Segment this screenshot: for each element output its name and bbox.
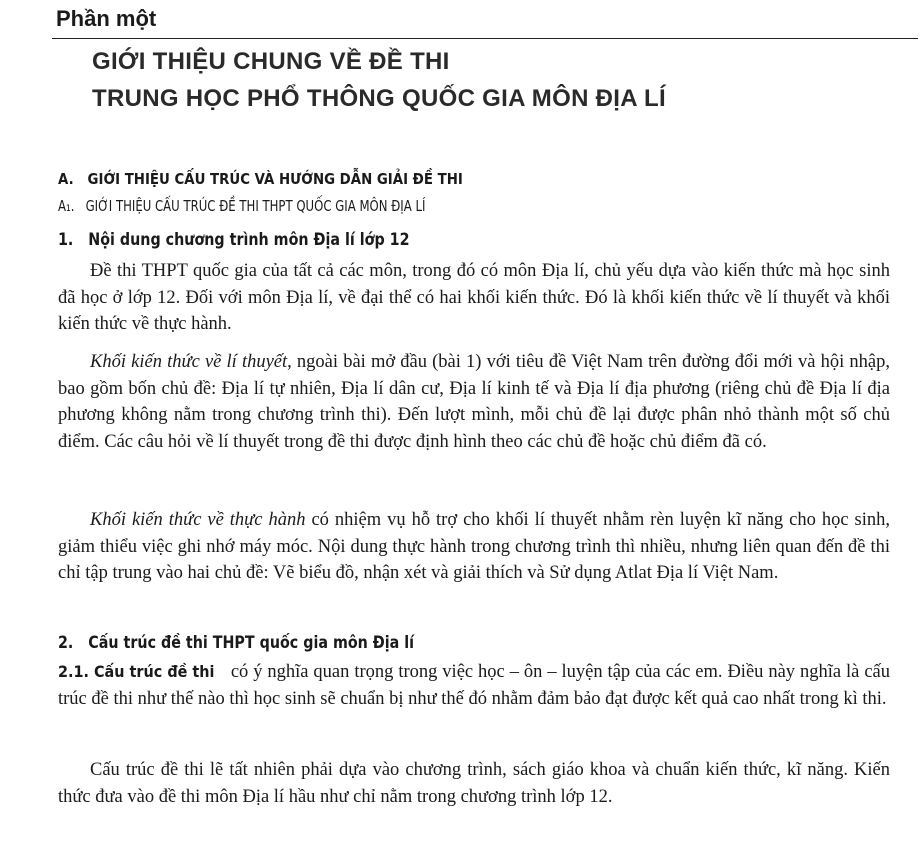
heading-1: 1. Nội dung chương trình môn Địa lí lớp 12 xyxy=(58,230,410,250)
paragraph-5: Cấu trúc đề thi lẽ tất nhiên phải dựa vào chương trình, sách giáo khoa và chuẩn kiến thức, kĩ năng. Kiến thức đưa vào đề thi môn Địa lí hầu như chỉ nằm trong chương trình lớp 12. xyxy=(58,760,890,807)
paragraph-2 xyxy=(58,349,890,455)
paragraph-2-body: , ngoài bài mở đầu (bài 1) với tiêu đề Việt Nam trên đường đổi mới và hội nhập, bao gồm bốn chủ đề: Địa lí tự nhiên, Địa lí dân cư, Địa lí kinh tế và Địa lí địa phương (riêng chủ đề Địa lí địa phương không nằm trong chương trình thi). Đến lượt mình, mỗi chủ đề lại được phân nhỏ thành một số chủ điểm. Các câu hỏi về lí thuyết trong đề thi được định hình theo các chủ đề hoặc chủ điểm đã có. xyxy=(58,352,890,452)
paragraph-3-body: có nhiệm vụ hỗ trợ cho khối lí thuyết nhằm rèn luyện kĩ năng cho học sinh, giảm thiểu việc ghi nhớ máy móc. Nội dung thực hành trong chương trình thì nhiều, nhưng liên quan đến đề thi chỉ tập trung vào hai chủ đề: Vẽ biểu đồ, nhận xét và giải thích và Sử dụng Atlat Địa lí Việt Nam. xyxy=(58,510,890,583)
main-title-line-1: GIỚI THIỆU CHUNG VỀ ĐỀ THI xyxy=(92,48,450,75)
paragraph-2-italic-lead: Khối kiến thức về lí thuyết xyxy=(90,352,288,372)
part-title: Phần một xyxy=(56,6,157,31)
paragraph-4-body: có ý nghĩa quan trọng trong việc học – ôn – luyện tập của các em. Điều này nghĩa là cấu trúc đề thi như thế nào thì học sinh sẽ chuẩn bị như thế đó nhằm đảm bảo đạt được kết quả cao nhất trong kì thi. xyxy=(58,662,890,709)
paragraph-3 xyxy=(58,507,890,587)
paragraph-4 xyxy=(58,659,890,712)
paragraph-3-italic-lead: Khối kiến thức về thực hành xyxy=(90,510,306,530)
part-header xyxy=(52,4,918,39)
section-a-heading: A. GIỚI THIỆU CẤU TRÚC VÀ HƯỚNG DẪN GIẢI ĐỀ THI xyxy=(58,170,463,188)
heading-2: 2. Cấu trúc đề thi THPT quốc gia môn Địa lí xyxy=(58,633,415,653)
main-title-line-2: TRUNG HỌC PHỔ THÔNG QUỐC GIA MÔN ĐỊA LÍ xyxy=(92,85,666,112)
paragraph-1: Đề thi THPT quốc gia của tất cả các môn, trong đó có môn Địa lí, chủ yếu dựa vào kiến thức mà học sinh đã học ở lớp 12. Đối với môn Địa lí, về đại thể có hai khối kiến thức. Đó là khối kiến thức về lí thuyết và khối kiến thức về thực hành. xyxy=(58,261,890,334)
paragraph-4-bold-lead: 2.1. Cấu trúc đề thi xyxy=(58,662,215,681)
section-a1-heading: A₁. GIỚI THIỆU CẤU TRÚC ĐỀ THI THPT QUỐC GIA MÔN ĐỊA LÍ xyxy=(58,197,426,215)
